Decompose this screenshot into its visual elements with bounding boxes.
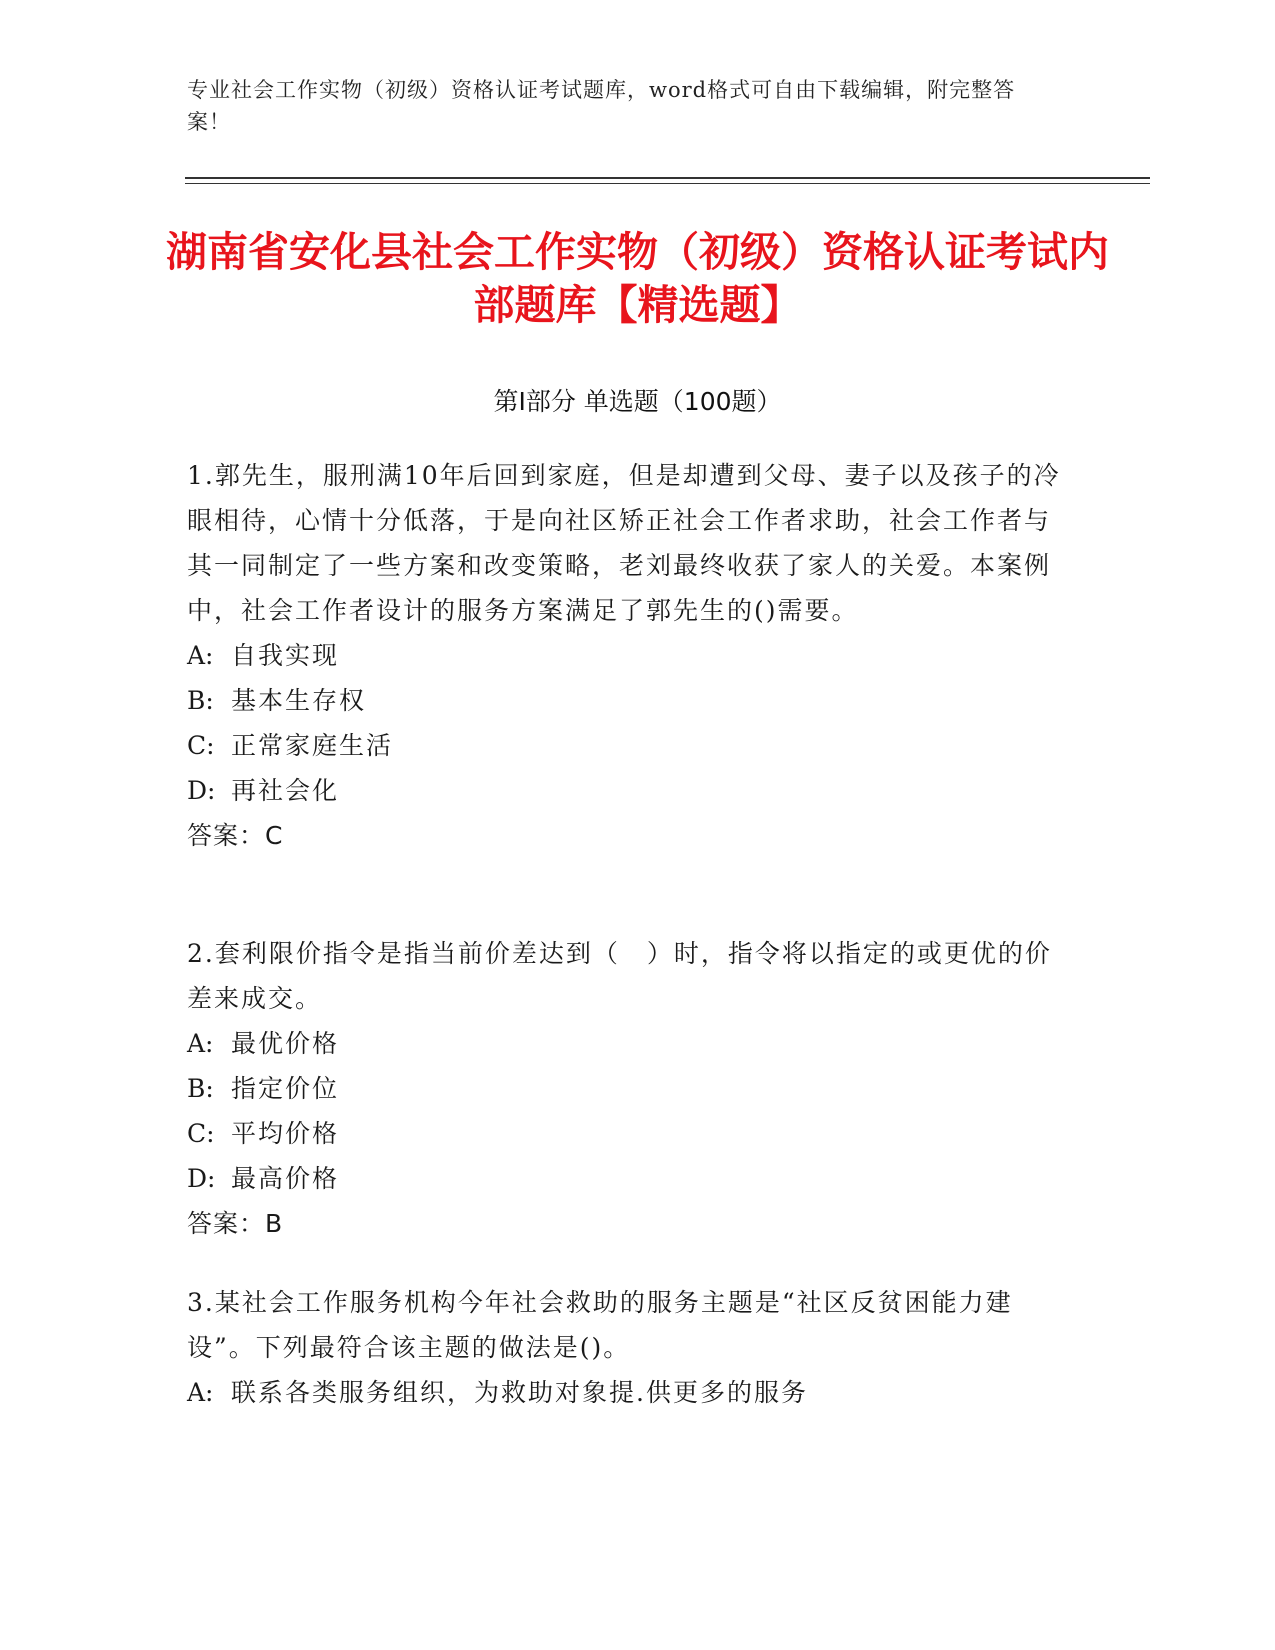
question-1 <box>187 453 1067 858</box>
section-title: 第Ⅰ部分 单选题（100题） <box>493 387 782 416</box>
option-letter: C: <box>187 731 215 760</box>
option-text: 最优价格 <box>231 1029 340 1058</box>
option-text: 基本生存权 <box>231 686 367 715</box>
option-letter: D: <box>187 1164 216 1193</box>
option-text: 平均价格 <box>231 1119 340 1148</box>
option-d <box>187 768 1067 813</box>
option-letter: A: <box>187 1029 214 1058</box>
header-rule-thick <box>185 177 1150 179</box>
option-c <box>187 1111 1067 1156</box>
option-text: 最高价格 <box>231 1164 340 1193</box>
option-a <box>187 1021 1067 1066</box>
question-text: 2.套利限价指令是指当前价差达到（ ）时，指令将以指定的或更优的价差来成交。 <box>187 939 1052 1013</box>
option-b <box>187 678 1067 723</box>
option-text: 再社会化 <box>231 776 340 805</box>
answer-line: 答案：C <box>187 821 284 850</box>
document-title: 湖南省安化县社会工作实物（初级）资格认证考试内部题库【精选题】 <box>166 228 1109 329</box>
question-text: 1.郭先生，服刑满10年后回到家庭，但是却遭到父母、妻子以及孩子的冷眼相待，心情十分低落，于是向社区矫正社会工作者求助，社会工作者与其一同制定了一些方案和改变策略，老刘最终收获了家人的关爱。本案例中，社会工作者设计的服务方案满足了郭先生的()需要。 <box>187 461 1061 625</box>
option-letter: C: <box>187 1119 215 1148</box>
question-text: 3.某社会工作服务机构今年社会救助的服务主题是“社区反贫困能力建设”。下列最符合该主题的做法是()。 <box>187 1288 1013 1362</box>
option-text: 自我实现 <box>231 641 340 670</box>
question-2 <box>187 931 1067 1246</box>
option-b <box>187 1066 1067 1111</box>
option-letter: B: <box>187 686 214 715</box>
option-a <box>187 633 1067 678</box>
question-3 <box>187 1280 1067 1415</box>
answer-line: 答案：B <box>187 1209 284 1238</box>
option-letter: A: <box>187 641 214 670</box>
option-a <box>187 1370 1067 1415</box>
option-letter: B: <box>187 1074 214 1103</box>
header-rule-thin <box>185 183 1150 184</box>
option-text: 联系各类服务组织，为救助对象提.供更多的服务 <box>231 1378 808 1407</box>
option-c <box>187 723 1067 768</box>
option-letter: D: <box>187 776 216 805</box>
option-text: 正常家庭生活 <box>231 731 394 760</box>
option-d <box>187 1156 1067 1201</box>
option-letter: A: <box>187 1378 214 1407</box>
option-text: 指定价位 <box>231 1074 340 1103</box>
header-note: 专业社会工作实物（初级）资格认证考试题库，word格式可自由下载编辑，附完整答案！ <box>187 78 1016 134</box>
